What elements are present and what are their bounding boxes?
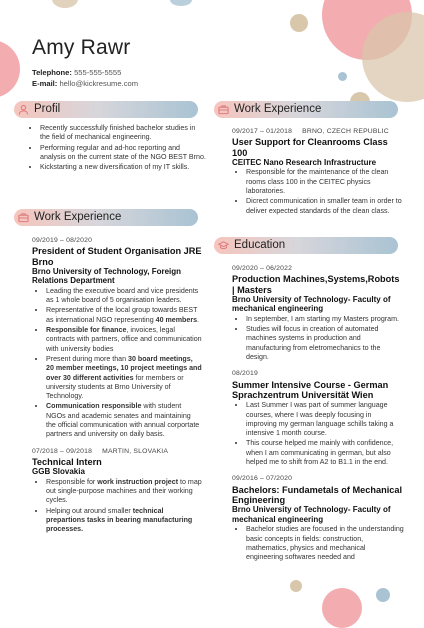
telephone-value[interactable]: 555-555-5555 (74, 68, 122, 77)
entry-dates-location: 09/2017 – 01/2018 BRNO, CZECH REPUBLIC (232, 128, 389, 135)
entry-bullets (232, 401, 404, 467)
entry-dates: 09/2020 – 06/2022 (232, 265, 293, 272)
education-entry (232, 264, 404, 362)
entry-bullets (32, 478, 202, 535)
briefcase-icon (18, 212, 29, 223)
work-experience-left (32, 236, 202, 542)
list-item: • Recently successfully finished bachelor studies in the field of mechanical engineering. (40, 124, 206, 143)
list-item: • Responsible for finance, invoices, legal contracts with partners, office and communication with university bodies (46, 326, 202, 354)
section-header-work-experience-right (214, 101, 398, 118)
list-item: • Last Summer I was part of summer language courses, where I was deeply focusing in improving my german language schills taking a intensive 1 month course. (246, 401, 404, 438)
entry-bullets (232, 168, 404, 215)
entry-organization: GGB Slovakia (32, 467, 85, 477)
entry-title: Bachelors: Fundametals of Mechanical Engineering (232, 484, 403, 505)
section-title-work-experience-right: Work Experience (234, 103, 322, 115)
profile-section (26, 123, 206, 173)
profile-list (26, 124, 206, 172)
list-item: • Responsible for work instruction project to map out single-purpose machines and their working cycles. (46, 478, 202, 506)
list-item: • Bachelor studies are focused in the understanding basic concepts in fields: construction, mathematics, physics and mechanical engineering softwares needed and (246, 525, 404, 562)
list-item: • Studies will focus in creation of automated machines systems in production and manufacturing from eletromechanics to the design. (246, 325, 404, 362)
list-item: • Representative of the local group towards BEST as international NGO representing 40 members. (46, 306, 202, 325)
list-item: • Present during more than 30 board meetings, 20 member meetings, 10 project meetings and over 30 different activities for members or university students at Brno University of Technology. (46, 355, 202, 401)
entry-title: User Support for Cleanrooms Class 100 (232, 137, 388, 158)
education-entry (232, 474, 404, 562)
entry-bullets (32, 287, 202, 440)
entry-title: Technical Intern (32, 456, 102, 467)
contact-email: E-mail: hello@kickresume.com (32, 78, 139, 88)
list-item: • Leading the executive board and vice presidents as 1 whole board of 5 organisation leaders. (46, 287, 202, 306)
list-item: • In september, I am starting my Masters program. (246, 315, 404, 324)
decor-circle-tan-bottom (290, 580, 302, 592)
decor-circle-tan-small (290, 14, 308, 32)
entry-dates: 08/2019 (232, 370, 258, 378)
decor-circle-blue-top (170, 0, 192, 6)
list-item: • Performing regular and ad-hoc reporting and analysis on the current state of the NGO BEST Brno. (40, 144, 206, 163)
entry-organization: Brno University of Technology- Faculty of mechanical engineering (232, 294, 391, 314)
entry-title: Production Machines,Systems,Robots | Masters (232, 274, 400, 295)
email-value[interactable]: hello@kickresume.com (59, 78, 139, 88)
section-title-education: Education (234, 239, 286, 251)
briefcase-icon (218, 104, 229, 115)
candidate-name: Amy Rawr (32, 36, 131, 59)
list-item: • Dicrect communication in smaller team in order to deliver expected standards of the clean class. (246, 197, 404, 216)
list-item: • Helping out around smaller technical prepartions tasks in bearing manufacturing processes. (46, 507, 202, 535)
list-item: • This course helped me mainly with confidence, when I am communicating in german, but also helped me to shift from A2 to B1.1 in the end. (246, 439, 404, 467)
decor-circle-blue-small (338, 72, 347, 81)
entry-dates-location: 07/2018 – 09/2018 MARTIN, SLOVAKIA (32, 447, 169, 455)
list-item: • Kickstarting a new diversification of my IT skills. (40, 163, 206, 172)
list-item: • Responsible for the maintenance of the clean rooms class 100 in the CEITEC physics laboratories. (246, 168, 404, 196)
graduation-cap-icon (218, 240, 229, 251)
entry-bullets (232, 315, 404, 362)
section-header-work-experience (14, 209, 198, 226)
section-header-education (214, 237, 398, 254)
section-header-profile (14, 101, 198, 118)
work-entry (232, 127, 404, 216)
entry-title: President of Student Organisation JRE Brno (32, 246, 202, 267)
decor-circle-pink-left (0, 40, 20, 98)
decor-circle-tan-top (52, 0, 78, 8)
person-icon (18, 104, 29, 115)
entry-dates: 09/2019 – 08/2020 (32, 237, 93, 244)
entry-organization: Brno University of Technology, Foreign Relations Department (32, 266, 182, 286)
entry-organization: Brno University of Technology- Faculty of mechanical engineering (232, 505, 391, 524)
section-title-work-experience: Work Experience (34, 211, 122, 223)
decor-circle-pink-bottom (322, 588, 362, 628)
entry-organization: CEITEC Nano Research Infrastructure (232, 157, 377, 167)
section-title-profile: Profil (34, 103, 61, 115)
work-entry (32, 236, 202, 440)
education-section (232, 264, 404, 569)
entry-dates: 09/2016 – 07/2020 (232, 475, 293, 483)
resume-header (32, 36, 138, 89)
entry-bullets (232, 525, 404, 562)
entry-title: Summer Intensive Course - German Sprachzentrum Universität Wien (232, 379, 389, 400)
education-entry (232, 369, 404, 467)
contact-telephone: Telephone: 555-555-5555 (32, 68, 122, 77)
work-experience-right (232, 127, 404, 223)
work-entry (32, 447, 202, 535)
list-item: • Communication responsible with student NGOs and academic senates and maintaining the official communication with annual corportate partners and university on daily basis. (46, 402, 202, 439)
